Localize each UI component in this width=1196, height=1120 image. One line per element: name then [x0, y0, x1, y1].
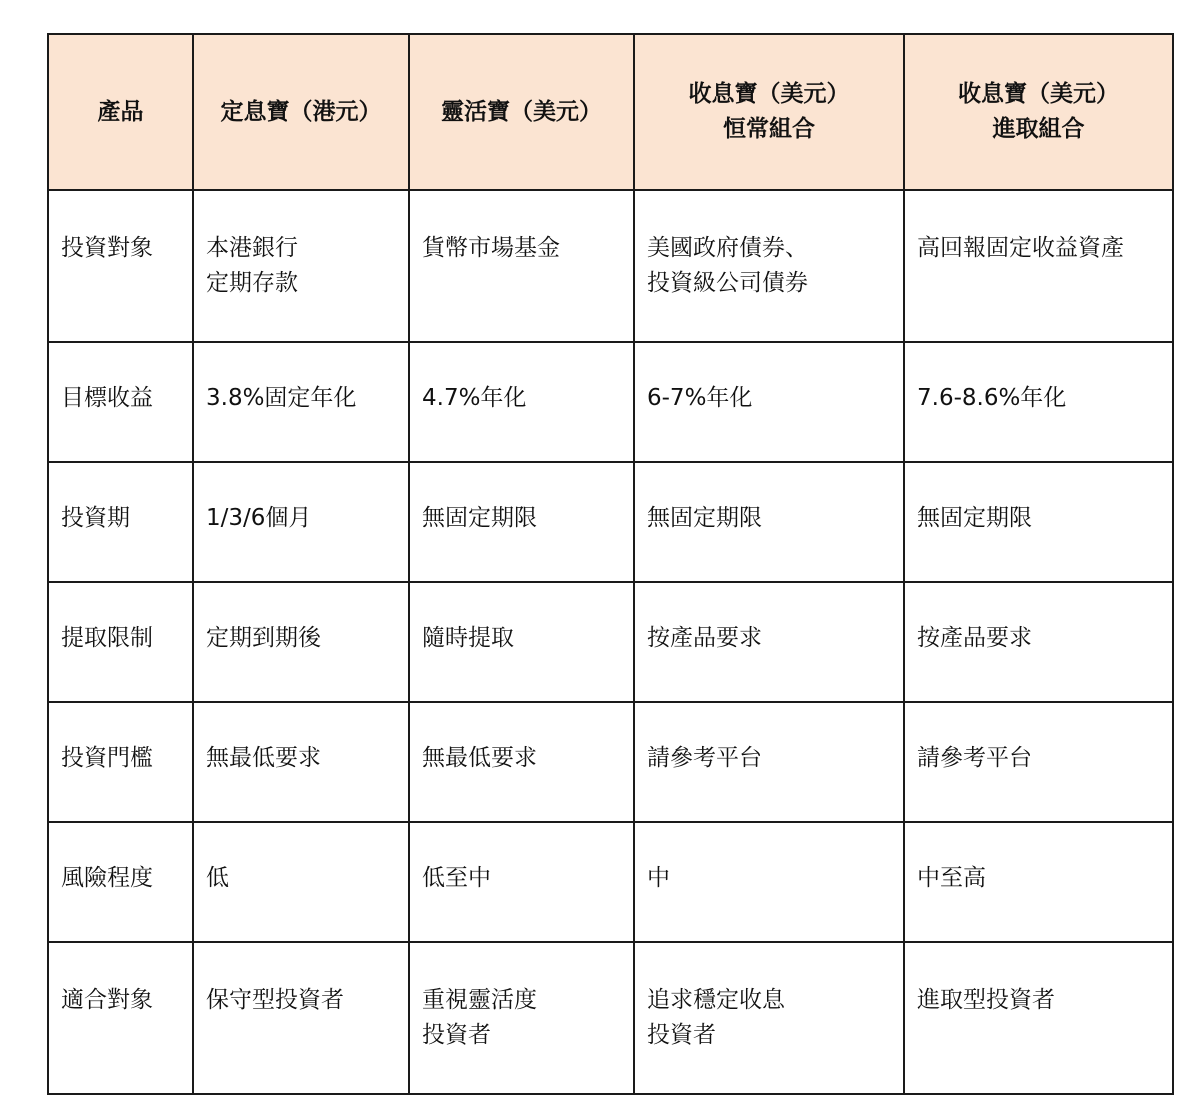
- row-label: 投資門檻: [48, 702, 193, 822]
- table-cell: 無固定期限: [634, 462, 904, 582]
- row-label: 目標收益: [48, 342, 193, 462]
- header-income-usd-aggressive: 收息寶（美元） 進取組合: [904, 34, 1173, 190]
- table-cell: 隨時提取: [409, 582, 634, 702]
- table-cell: 中: [634, 822, 904, 942]
- table-cell: 4.7%年化: [409, 342, 634, 462]
- header-flexible-usd: 靈活寶（美元）: [409, 34, 634, 190]
- table-row: [48, 342, 1173, 462]
- table-cell: 進取型投資者: [904, 942, 1173, 1094]
- header-product: 產品: [48, 34, 193, 190]
- table-cell: 定期到期後: [193, 582, 409, 702]
- table-header-row: [48, 34, 1173, 190]
- table-row: [48, 822, 1173, 942]
- table-row: [48, 702, 1173, 822]
- table-cell: 美國政府債券、 投資級公司債券: [634, 190, 904, 342]
- row-label: 風險程度: [48, 822, 193, 942]
- table-cell: 無最低要求: [193, 702, 409, 822]
- table-cell: 請參考平台: [904, 702, 1173, 822]
- table-cell: 無固定期限: [904, 462, 1173, 582]
- table-cell: 無固定期限: [409, 462, 634, 582]
- table-cell: 中至高: [904, 822, 1173, 942]
- table-row: [48, 942, 1173, 1094]
- table-cell: 重視靈活度 投資者: [409, 942, 634, 1094]
- table-cell: 1/3/6個月: [193, 462, 409, 582]
- table-cell: 貨幣市場基金: [409, 190, 634, 342]
- row-label: 適合對象: [48, 942, 193, 1094]
- table-row: [48, 582, 1173, 702]
- table-cell: 請參考平台: [634, 702, 904, 822]
- row-label: 投資對象: [48, 190, 193, 342]
- table-cell: 按產品要求: [904, 582, 1173, 702]
- table-cell: 7.6-8.6%年化: [904, 342, 1173, 462]
- table-cell: 3.8%固定年化: [193, 342, 409, 462]
- header-income-usd-steady: 收息寶（美元） 恒常組合: [634, 34, 904, 190]
- row-label: 投資期: [48, 462, 193, 582]
- header-fixed-deposit-hkd: 定息寶（港元）: [193, 34, 409, 190]
- table-cell: 本港銀行 定期存款: [193, 190, 409, 342]
- product-comparison-table: [47, 33, 1174, 1095]
- table-cell: 低至中: [409, 822, 634, 942]
- table-cell: 保守型投資者: [193, 942, 409, 1094]
- table-cell: 追求穩定收息 投資者: [634, 942, 904, 1094]
- table-cell: 高回報固定收益資產: [904, 190, 1173, 342]
- table-cell: 無最低要求: [409, 702, 634, 822]
- row-label: 提取限制: [48, 582, 193, 702]
- table-cell: 6-7%年化: [634, 342, 904, 462]
- table-cell: 按產品要求: [634, 582, 904, 702]
- table-row: [48, 190, 1173, 342]
- table-row: [48, 462, 1173, 582]
- table-cell: 低: [193, 822, 409, 942]
